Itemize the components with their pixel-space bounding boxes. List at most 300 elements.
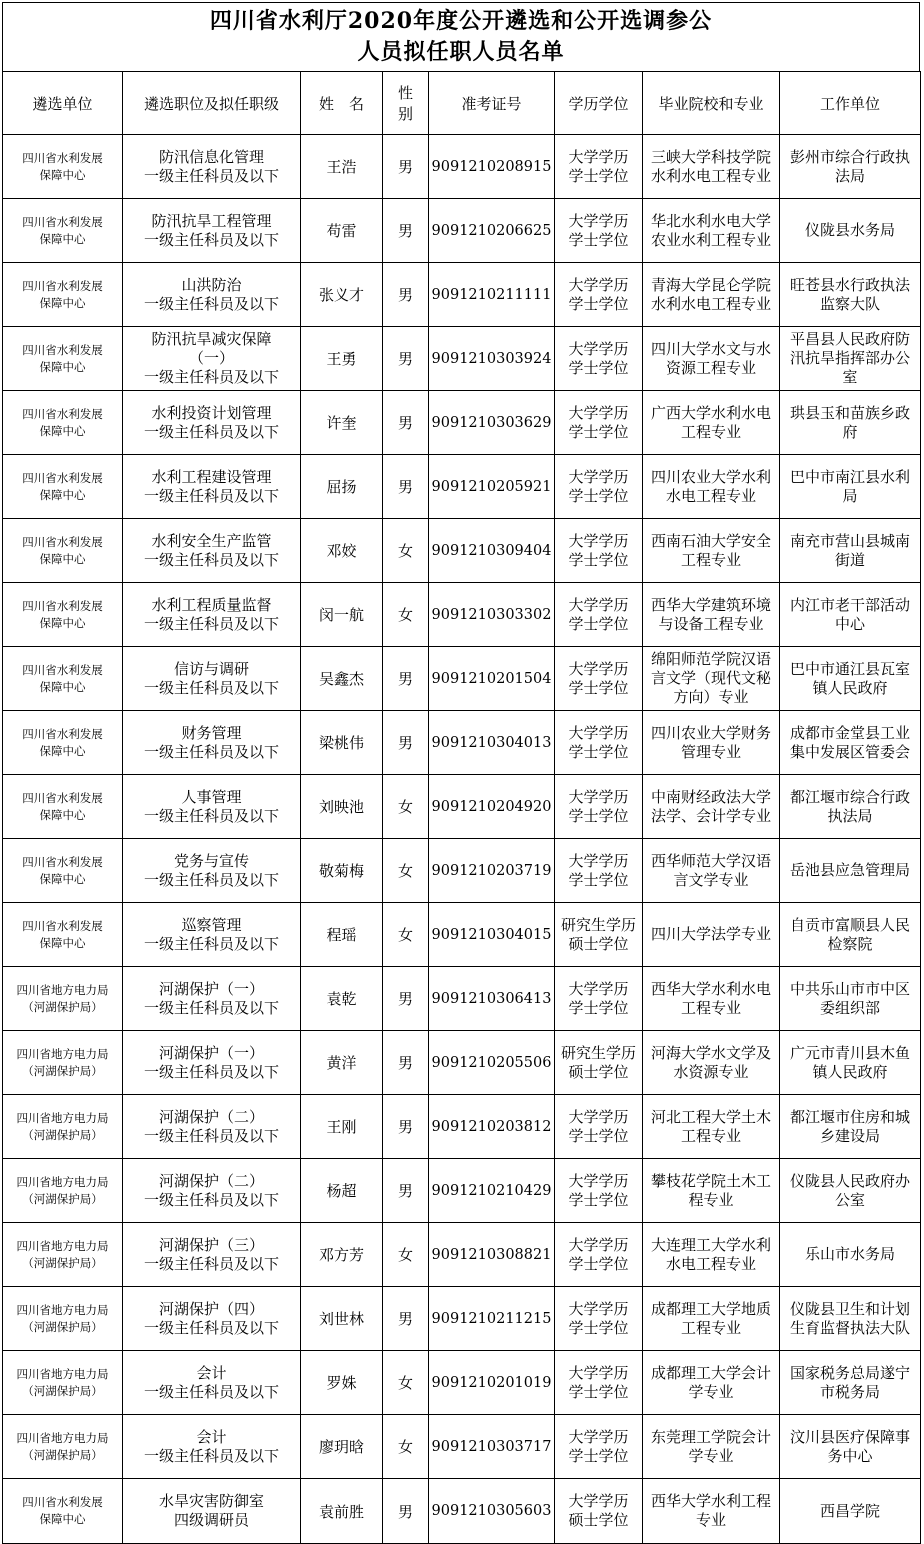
- cell-unit-line: 保障中心: [39, 615, 86, 630]
- cell-position-line: 一级主任科员及以下: [143, 998, 279, 1017]
- header-school-major: 毕业院校和专业: [643, 72, 780, 135]
- cell-unit-line: （河湖保护局）: [22, 1447, 103, 1462]
- cell-unit-line: （河湖保护局）: [22, 999, 103, 1014]
- cell-school-major: [643, 967, 780, 1031]
- cell-work-unit-line: 街道: [834, 550, 865, 569]
- cell-school-major: [643, 1223, 780, 1287]
- header-exam-number: 准考证号: [429, 72, 555, 135]
- cell-position-line: 会计: [196, 1427, 227, 1446]
- cell-position-line: 一级主任科员及以下: [143, 806, 279, 825]
- cell-work-unit-line: 中心: [834, 614, 865, 633]
- cell-exam-number: 9091210304015: [429, 903, 555, 967]
- cell-position-line: 党务与宣传: [173, 851, 249, 870]
- cell-gender: 男: [383, 1031, 429, 1095]
- cell-school-major-line: 法学、会计学专业: [650, 806, 771, 825]
- cell-gender: 女: [383, 775, 429, 839]
- cell-work-unit-line: 仪陇县卫生和计划: [789, 1299, 910, 1318]
- cell-position-line: 一级主任科员及以下: [143, 486, 279, 505]
- cell-unit-line: 保障中心: [39, 871, 86, 886]
- cell-name: 梁桃伟: [301, 711, 383, 775]
- cell-school-major-line: 水电工程专业: [665, 486, 756, 505]
- cell-unit: [3, 903, 123, 967]
- cell-school-major-line: 西华大学水利工程: [650, 1492, 771, 1510]
- cell-work-unit-line: 平昌县人民政府防: [789, 330, 910, 348]
- cell-position: [123, 903, 301, 967]
- cell-gender: 男: [383, 199, 429, 263]
- cell-school-major: [643, 1031, 780, 1095]
- cell-school-major-line: 资源工程专业: [665, 358, 756, 377]
- cell-work-unit: [780, 455, 921, 519]
- table-row: [3, 711, 921, 775]
- cell-gender: 女: [383, 583, 429, 647]
- cell-education-line: 大学学历: [568, 403, 629, 422]
- cell-name: 程瑶: [301, 903, 383, 967]
- cell-work-unit-line: 都江堰市住房和城: [789, 1107, 910, 1126]
- cell-education: [555, 1031, 643, 1095]
- cell-unit: [3, 455, 123, 519]
- cell-school-major-line: 工程专业: [680, 422, 741, 441]
- cell-position-line: 一级主任科员及以下: [143, 1126, 279, 1145]
- table-row: [3, 839, 921, 903]
- header-gender: [383, 72, 429, 135]
- cell-school-major: [643, 1159, 780, 1223]
- cell-school-major: [643, 839, 780, 903]
- cell-education-line: 大学学历: [568, 1363, 629, 1382]
- cell-exam-number: 9091210208915: [429, 135, 555, 199]
- cell-work-unit: [780, 135, 921, 199]
- cell-school-major-line: 西华大学建筑环境: [650, 595, 771, 614]
- cell-unit-line: 保障中心: [39, 231, 86, 246]
- cell-gender: 男: [383, 967, 429, 1031]
- cell-school-major: [643, 391, 780, 455]
- cell-education: [555, 455, 643, 519]
- cell-name: 廖玥晗: [301, 1415, 383, 1479]
- cell-position-line: 四级调研员: [173, 1511, 249, 1529]
- cell-school-major-line: 言文学（现代文秘: [650, 669, 771, 687]
- cell-gender: 男: [383, 327, 429, 391]
- cell-work-unit-line: 中共乐山市市中区: [789, 979, 910, 998]
- cell-position-line: 一级主任科员及以下: [143, 422, 279, 441]
- cell-name: 杨超: [301, 1159, 383, 1223]
- cell-work-unit-line: 务中心: [827, 1446, 873, 1465]
- cell-gender: 男: [383, 135, 429, 199]
- cell-position: [123, 519, 301, 583]
- cell-education-line: 学士学位: [568, 678, 629, 697]
- cell-education-line: 学士学位: [568, 806, 629, 825]
- cell-gender: 女: [383, 839, 429, 903]
- cell-school-major-line: 东莞理工学院会计: [650, 1427, 771, 1446]
- cell-position-line: （一）: [188, 349, 234, 367]
- cell-exam-number: 9091210203719: [429, 839, 555, 903]
- cell-education: [555, 903, 643, 967]
- title-line-2: 人员拟任职人员名单: [357, 39, 565, 65]
- cell-work-unit-line: 监察大队: [819, 294, 880, 313]
- table-row: [3, 519, 921, 583]
- table-row: [3, 1031, 921, 1095]
- cell-unit-line: 四川省水利发展: [22, 790, 103, 805]
- cell-unit: [3, 1095, 123, 1159]
- cell-unit: [3, 839, 123, 903]
- cell-work-unit-line: 广元市青川县木鱼: [789, 1043, 910, 1062]
- cell-work-unit-line: 市税务局: [819, 1382, 880, 1401]
- cell-unit-line: 四川省水利发展: [22, 406, 103, 421]
- cell-unit-line: 四川省水利发展: [22, 150, 103, 165]
- header-unit: 遴选单位: [3, 72, 123, 135]
- cell-unit-line: 四川省水利发展: [22, 342, 103, 357]
- cell-position-line: 信访与调研: [173, 659, 249, 678]
- cell-unit-line: 四川省地方电力局: [16, 1366, 109, 1381]
- cell-school-major-line: 方向）专业: [673, 688, 749, 706]
- cell-work-unit: [780, 839, 921, 903]
- cell-work-unit: [780, 1415, 921, 1479]
- cell-school-major: [643, 1095, 780, 1159]
- cell-exam-number: 9091210206625: [429, 199, 555, 263]
- cell-education-line: 学士学位: [568, 358, 629, 377]
- cell-unit-line: 四川省水利发展: [22, 598, 103, 613]
- cell-unit: [3, 1479, 123, 1544]
- cell-exam-number: 9091210308821: [429, 1223, 555, 1287]
- cell-position-line: 一级主任科员及以下: [143, 230, 279, 249]
- cell-education: [555, 1095, 643, 1159]
- cell-position-line: 一级主任科员及以下: [143, 1254, 279, 1273]
- cell-work-unit: [780, 1223, 921, 1287]
- cell-name: 屈扬: [301, 455, 383, 519]
- cell-position-line: 一级主任科员及以下: [143, 742, 279, 761]
- header-gender-line: 性: [397, 84, 413, 102]
- cell-position: [123, 1095, 301, 1159]
- cell-position-line: 巡察管理: [181, 915, 242, 934]
- cell-exam-number: 9091210205921: [429, 455, 555, 519]
- cell-position: [123, 391, 301, 455]
- cell-school-major: [643, 711, 780, 775]
- table-header-row: [3, 72, 921, 135]
- cell-education-line: 大学学历: [568, 147, 629, 166]
- cell-work-unit-line: 巴中市南江县水利: [789, 467, 910, 486]
- cell-education: [555, 1159, 643, 1223]
- cell-exam-number: 9091210305603: [429, 1479, 555, 1544]
- table-row: [3, 1479, 921, 1544]
- cell-work-unit-line: 乐山市水务局: [804, 1245, 895, 1263]
- table-row: [3, 1159, 921, 1223]
- cell-school-major-line: 成都理工大学地质: [650, 1299, 771, 1318]
- title-line-1: 四川省水利厅2020年度公开遴选和公开选调参公: [209, 8, 713, 34]
- cell-position-line: 防汛抗旱减灾保障: [151, 330, 272, 348]
- cell-unit: [3, 583, 123, 647]
- cell-education-line: 大学学历: [568, 531, 629, 550]
- cell-education-line: 学士学位: [568, 294, 629, 313]
- cell-work-unit-line: 镇人民政府: [812, 678, 888, 697]
- cell-position-line: 水利安全生产监管: [151, 531, 272, 550]
- cell-school-major-line: 水资源专业: [673, 1062, 749, 1081]
- cell-position-line: 水利工程建设管理: [151, 467, 272, 486]
- cell-exam-number: 9091210303717: [429, 1415, 555, 1479]
- cell-school-major: [643, 135, 780, 199]
- cell-school-major: [643, 1351, 780, 1415]
- cell-exam-number: 9091210201504: [429, 647, 555, 711]
- cell-unit-line: 保障中心: [39, 743, 86, 758]
- cell-position-line: 一级主任科员及以下: [143, 614, 279, 633]
- cell-school-major: [643, 647, 780, 711]
- cell-unit: [3, 967, 123, 1031]
- cell-work-unit-line: 珙县玉和苗族乡政: [789, 403, 910, 422]
- cell-education-line: 学士学位: [568, 1446, 629, 1465]
- cell-name: 邓姣: [301, 519, 383, 583]
- table-row: [3, 1223, 921, 1287]
- cell-school-major: [643, 327, 780, 391]
- cell-school-major-line: 中南财经政法大学: [650, 787, 771, 806]
- cell-position-line: 一级主任科员及以下: [143, 934, 279, 953]
- cell-unit-line: 四川省水利发展: [22, 470, 103, 485]
- cell-exam-number: 9091210211111: [429, 263, 555, 327]
- cell-work-unit-line: 局: [842, 486, 858, 505]
- cell-position: [123, 1479, 301, 1544]
- cell-school-major-line: 工程专业: [680, 1126, 741, 1145]
- cell-education-line: 学士学位: [568, 550, 629, 569]
- cell-unit-line: 保障中心: [39, 551, 86, 566]
- cell-school-major-line: 水电工程专业: [665, 1254, 756, 1273]
- cell-education-line: 大学学历: [568, 1492, 629, 1510]
- cell-position-line: 河湖保护（四）: [158, 1299, 264, 1318]
- cell-position-line: 水利工程质量监督: [151, 595, 272, 614]
- cell-school-major-line: 四川农业大学水利: [650, 467, 771, 486]
- cell-unit-line: 保障中心: [39, 487, 86, 502]
- cell-education-line: 大学学历: [568, 211, 629, 230]
- cell-name: 张义才: [301, 263, 383, 327]
- cell-unit-line: 四川省地方电力局: [16, 1302, 109, 1317]
- cell-position: [123, 775, 301, 839]
- cell-unit-line: （河湖保护局）: [22, 1319, 103, 1334]
- cell-education-line: 大学学历: [568, 1427, 629, 1446]
- cell-unit-line: 保障中心: [39, 935, 86, 950]
- cell-work-unit: [780, 711, 921, 775]
- cell-position: [123, 199, 301, 263]
- cell-position: [123, 263, 301, 327]
- cell-exam-number: 9091210303302: [429, 583, 555, 647]
- cell-position: [123, 711, 301, 775]
- cell-unit: [3, 711, 123, 775]
- document-title: [2, 2, 920, 72]
- cell-position-line: 人事管理: [181, 787, 242, 806]
- cell-name: 罗姝: [301, 1351, 383, 1415]
- cell-name: 刘世林: [301, 1287, 383, 1351]
- cell-education-line: 大学学历: [568, 339, 629, 358]
- cell-education-line: 学士学位: [568, 614, 629, 633]
- cell-work-unit-line: 检察院: [827, 934, 873, 953]
- cell-unit-line: 保障中心: [39, 167, 86, 182]
- cell-exam-number: 9091210211215: [429, 1287, 555, 1351]
- cell-exam-number: 9091210303629: [429, 391, 555, 455]
- cell-education: [555, 775, 643, 839]
- cell-education-line: 学士学位: [568, 742, 629, 761]
- cell-education-line: 学士学位: [568, 1318, 629, 1337]
- cell-unit-line: 保障中心: [39, 423, 86, 438]
- cell-position-line: 一级主任科员及以下: [143, 1446, 279, 1465]
- cell-exam-number: 9091210203812: [429, 1095, 555, 1159]
- cell-unit-line: 保障中心: [39, 807, 86, 822]
- cell-work-unit-line: 委组织部: [819, 998, 880, 1017]
- cell-work-unit: [780, 1479, 921, 1544]
- cell-school-major-line: 管理专业: [680, 742, 741, 761]
- cell-work-unit-line: 府: [842, 422, 858, 441]
- cell-gender: 男: [383, 711, 429, 775]
- table-row: [3, 327, 921, 391]
- cell-unit-line: （河湖保护局）: [22, 1127, 103, 1142]
- cell-school-major-line: 学专业: [688, 1446, 734, 1465]
- cell-school-major-line: 工程专业: [680, 550, 741, 569]
- cell-gender: 女: [383, 1351, 429, 1415]
- table-row: [3, 135, 921, 199]
- cell-name: 袁乾: [301, 967, 383, 1031]
- cell-education-line: 大学学历: [568, 1299, 629, 1318]
- cell-exam-number: 9091210309404: [429, 519, 555, 583]
- cell-work-unit-line: 法局: [834, 166, 865, 185]
- cell-unit: [3, 1159, 123, 1223]
- cell-position: [123, 647, 301, 711]
- appointment-table: [2, 71, 921, 1544]
- cell-education-line: 学士学位: [568, 998, 629, 1017]
- cell-gender: 男: [383, 647, 429, 711]
- cell-position-line: 河湖保护（三）: [158, 1235, 264, 1254]
- cell-position: [123, 1351, 301, 1415]
- cell-work-unit-line: 成都市金堂县工业: [789, 723, 910, 742]
- table-row: [3, 903, 921, 967]
- cell-work-unit: [780, 647, 921, 711]
- cell-school-major: [643, 519, 780, 583]
- cell-school-major: [643, 903, 780, 967]
- cell-school-major: [643, 775, 780, 839]
- cell-gender: 女: [383, 1223, 429, 1287]
- cell-position-line: 一级主任科员及以下: [143, 1062, 279, 1081]
- cell-unit-line: 保障中心: [39, 359, 86, 374]
- cell-education-line: 研究生学历: [560, 1043, 636, 1062]
- cell-work-unit-line: 镇人民政府: [812, 1062, 888, 1081]
- cell-education: [555, 1223, 643, 1287]
- cell-position-line: 河湖保护（一）: [158, 979, 264, 998]
- cell-unit-line: （河湖保护局）: [22, 1255, 103, 1270]
- cell-education: [555, 391, 643, 455]
- cell-unit-line: （河湖保护局）: [22, 1063, 103, 1078]
- cell-unit-line: 四川省地方电力局: [16, 1174, 109, 1189]
- cell-position: [123, 839, 301, 903]
- cell-education: [555, 647, 643, 711]
- cell-education-line: 大学学历: [568, 851, 629, 870]
- cell-unit-line: 四川省地方电力局: [16, 1430, 109, 1445]
- cell-unit-line: （河湖保护局）: [22, 1191, 103, 1206]
- cell-school-major-line: 河海大学水文学及: [650, 1043, 771, 1062]
- cell-position-line: 河湖保护（一）: [158, 1043, 264, 1062]
- cell-work-unit: [780, 263, 921, 327]
- cell-education: [555, 583, 643, 647]
- cell-work-unit-line: 岳池县应急管理局: [789, 861, 910, 879]
- cell-school-major-line: 专业: [695, 1511, 726, 1529]
- cell-work-unit-line: 国家税务总局遂宁: [789, 1363, 910, 1382]
- cell-education: [555, 263, 643, 327]
- table-row: [3, 391, 921, 455]
- cell-education: [555, 327, 643, 391]
- cell-name: 闵一航: [301, 583, 383, 647]
- cell-school-major-line: 四川大学法学专业: [650, 925, 771, 943]
- cell-school-major: [643, 263, 780, 327]
- cell-work-unit-line: 生育监督执法大队: [789, 1318, 910, 1337]
- cell-education-line: 学士学位: [568, 486, 629, 505]
- cell-work-unit: [780, 1287, 921, 1351]
- cell-school-major-line: 西华师范大学汉语: [650, 851, 771, 870]
- cell-unit-line: 四川省水利发展: [22, 918, 103, 933]
- cell-name: 王浩: [301, 135, 383, 199]
- cell-unit: [3, 1223, 123, 1287]
- cell-position: [123, 327, 301, 391]
- cell-school-major-line: 绵阳师范学院汉语: [650, 650, 771, 668]
- cell-position-line: 一级主任科员及以下: [143, 1190, 279, 1209]
- cell-work-unit-line: 集中发展区管委会: [789, 742, 910, 761]
- cell-unit-line: 保障中心: [39, 295, 86, 310]
- cell-unit: [3, 391, 123, 455]
- cell-work-unit: [780, 1159, 921, 1223]
- table-body: [3, 135, 921, 1544]
- cell-education-line: 学士学位: [568, 166, 629, 185]
- cell-work-unit-line: 执法局: [827, 806, 873, 825]
- cell-work-unit: [780, 1351, 921, 1415]
- cell-unit-line: 四川省水利发展: [22, 662, 103, 677]
- cell-school-major-line: 与设备工程专业: [658, 614, 764, 633]
- cell-education-line: 学士学位: [568, 422, 629, 441]
- cell-gender: 男: [383, 1287, 429, 1351]
- cell-unit: [3, 775, 123, 839]
- cell-name: 黄洋: [301, 1031, 383, 1095]
- table-row: [3, 967, 921, 1031]
- cell-work-unit-line: 旺苍县水行政执法: [789, 275, 910, 294]
- cell-education-line: 大学学历: [568, 723, 629, 742]
- header-education: 学历学位: [555, 72, 643, 135]
- cell-unit: [3, 1031, 123, 1095]
- cell-unit: [3, 135, 123, 199]
- cell-school-major-line: 学专业: [688, 1382, 734, 1401]
- cell-education: [555, 967, 643, 1031]
- cell-education-line: 学士学位: [568, 1382, 629, 1401]
- cell-work-unit: [780, 775, 921, 839]
- cell-education: [555, 711, 643, 775]
- cell-unit-line: 四川省地方电力局: [16, 1238, 109, 1253]
- cell-school-major-line: 三峡大学科技学院: [650, 147, 771, 166]
- cell-position-line: 河湖保护（二）: [158, 1107, 264, 1126]
- cell-work-unit: [780, 903, 921, 967]
- cell-position: [123, 967, 301, 1031]
- table-row: [3, 1415, 921, 1479]
- cell-unit: [3, 199, 123, 263]
- cell-school-major-line: 成都理工大学会计: [650, 1363, 771, 1382]
- cell-school-major: [643, 583, 780, 647]
- cell-position-line: 防汛信息化管理: [158, 147, 264, 166]
- cell-position: [123, 583, 301, 647]
- table-row: [3, 263, 921, 327]
- cell-work-unit-line: 都江堰市综合行政: [789, 787, 910, 806]
- header-work-unit: 工作单位: [780, 72, 921, 135]
- cell-position-line: 一级主任科员及以下: [143, 1318, 279, 1337]
- cell-education-line: 大学学历: [568, 1107, 629, 1126]
- cell-school-major-line: 水利水电工程专业: [650, 166, 771, 185]
- cell-work-unit-line: 乡建设局: [819, 1126, 880, 1145]
- cell-education-line: 大学学历: [568, 595, 629, 614]
- cell-work-unit-line: 室: [842, 368, 858, 386]
- header-name: 姓 名: [301, 72, 383, 135]
- cell-name: 袁前胜: [301, 1479, 383, 1544]
- cell-position: [123, 1415, 301, 1479]
- cell-work-unit: [780, 199, 921, 263]
- cell-position-line: 财务管理: [181, 723, 242, 742]
- cell-school-major: [643, 1415, 780, 1479]
- cell-unit-line: 四川省地方电力局: [16, 1110, 109, 1125]
- table-row: [3, 647, 921, 711]
